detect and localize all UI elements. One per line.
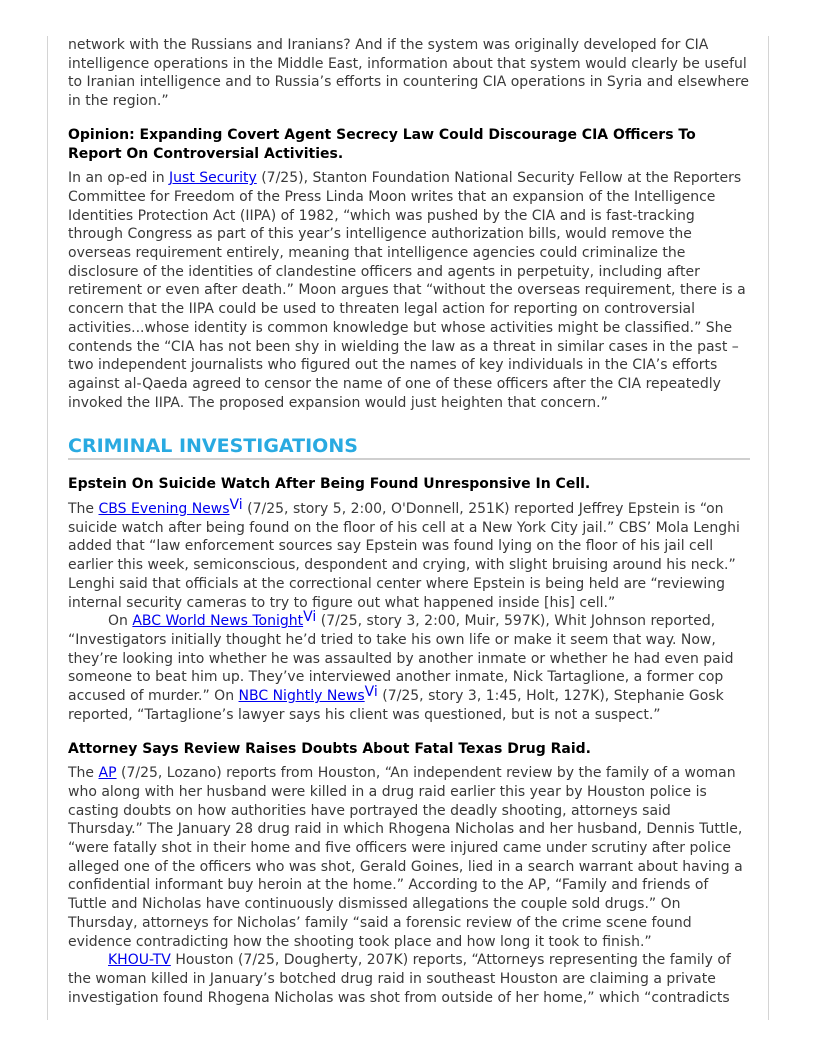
just-security-link[interactable]: Just Security (169, 170, 257, 187)
video-icon[interactable]: Vi (364, 684, 378, 701)
article-paragraph: In an op-ed in Just Security (7/25), Stanton Foundation National Security Fellow at the Reporters Committee for Freedom of the Press Linda Moon writes that an expansion of the Intelligence Identities Protection Act (IIPA) of 1982, “which was pushed by the CIA and is fast-tracking through Congress as part of this year’s intelligence authorization bills, would remove the overseas requirement entirely, meaning that intelligence agencies could criminalize the disclosure of the identities of clandestine officers and agents in perpetuity, including after retirement or even after death.” Moon argues that “without the overseas requirement, there is a concern that the IIPA could be used to threaten legal action for reporting on controversial activities...whose identity is common knowledge but whose activities might be classified.” She contends the “CIA has not been shy in wielding the law as a threat in similar cases in the past – two independent journalists who figured out the names of key individuals in the CIA’s efforts against al-Qaeda agreed to censor the name of one of these officers after the CIA repeatedly invoked the IIPA. The proposed expansion would just heighten that concern.” (68, 170, 746, 411)
article-headline-covert-agent-law: Opinion: Expanding Covert Agent Secrecy Law Could Discourage CIA Officers To Report On Controversial Activities. (68, 126, 696, 162)
article-paragraph: KHOU-TV Houston (7/25, Dougherty, 207K) reports, “Attorneys representing the family of the woman killed in January’s botched drug raid in southeast Houston are claiming a private investigation found Rhogena Nicholas was shot from outside of her home,” which “contradicts (68, 952, 731, 1006)
continued-paragraph: network with the Russians and Iranians? And if the system was originally developed for CIA intelligence operations in the Middle East, information about that system would clearly be useful to Iranian intelligence and to Russia’s efforts in countering CIA operations in Syria and elsewhere in the region.” (68, 37, 749, 110)
page-right-border (768, 36, 769, 1020)
video-icon[interactable]: Vi (229, 497, 243, 514)
article-paragraph: The AP (7/25, Lozano) reports from Houston, “An independent review by the family of a woman who along with her husband were killed in a drug raid earlier this year by Houston police is casting doubts on how authorities have portrayed the deadly shooting, attorneys said Thursday.” The January 28 drug raid in which Rhogena Nicholas and her husband, Dennis Tuttle, “were fatally shot in their home and five officers were injured came under scrutiny after police alleged one of the officers who was shot, Gerald Goines, lied in a search warrant about having a confidential informant buy heroin at the home.” According to the AP, “Family and friends of Tuttle and Nicholas have continuously dismissed allegations the couple sold drugs.” On Thursday, attorneys for Nicholas’ family “said a forensic review of the crime scene found evidence contradicting how the shooting took place and how long it took to finish.” (68, 765, 743, 950)
article-headline-epstein: Epstein On Suicide Watch After Being Found Unresponsive In Cell. (68, 476, 591, 493)
ap-link[interactable]: AP (98, 765, 117, 782)
nbc-nightly-news-link[interactable]: NBC Nightly News (238, 688, 365, 705)
video-icon[interactable]: Vi (303, 609, 317, 626)
cbs-evening-news-link[interactable]: CBS Evening News (98, 501, 230, 518)
article-paragraph: On ABC World News Tonight$^{Vi}$ (7/25, story 3, 2:00, Muir, 597K), Whit Johnson reported, “Investigators initially thought he’d tried to take his own life or make it seem that way. Now, they’re looking into whether he was assaulted by another inmate or whether he had even paid someone to beat him up. They’ve interviewed another inmate, Nick Tartaglione, a former cop accused of murder.” On NBC Nightly News$^{Vi}$ (7/25, story 3, 1:45, Holt, 127K), Stephanie Gosk reported, “Tartaglione’s lawyer says his client was questioned, but is not a suspect.” (68, 609, 734, 723)
article-headline-texas-drug-raid: Attorney Says Review Raises Doubts About Fatal Texas Drug Raid. (68, 740, 591, 757)
section-title-criminal-investigations: CRIMINAL INVESTIGATIONS (68, 435, 750, 460)
article-paragraph: The CBS Evening News$^{Vi}$ (7/25, story 5, 2:00, O'Donnell, 251K) reported Jeffrey Epstein is “on suicide watch after being found on the floor of his cell at a New York City jail.” CBS’ Mola Lenghi added that “law enforcement sources say Epstein was found lying on the floor of his jail cell earlier this week, semiconscious, despondent and crying, with slight bruising around his neck.” Lenghi said that officials at the correctional center where Epstein is being held are “reviewing internal security cameras to try to figure out what happened inside [his] cell.” (68, 497, 740, 611)
document-body (68, 36, 750, 1007)
khou-tv-link[interactable]: KHOU-TV (108, 952, 171, 969)
abc-world-news-tonight-link[interactable]: ABC World News Tonight (132, 613, 304, 630)
page-left-border (47, 36, 48, 1020)
